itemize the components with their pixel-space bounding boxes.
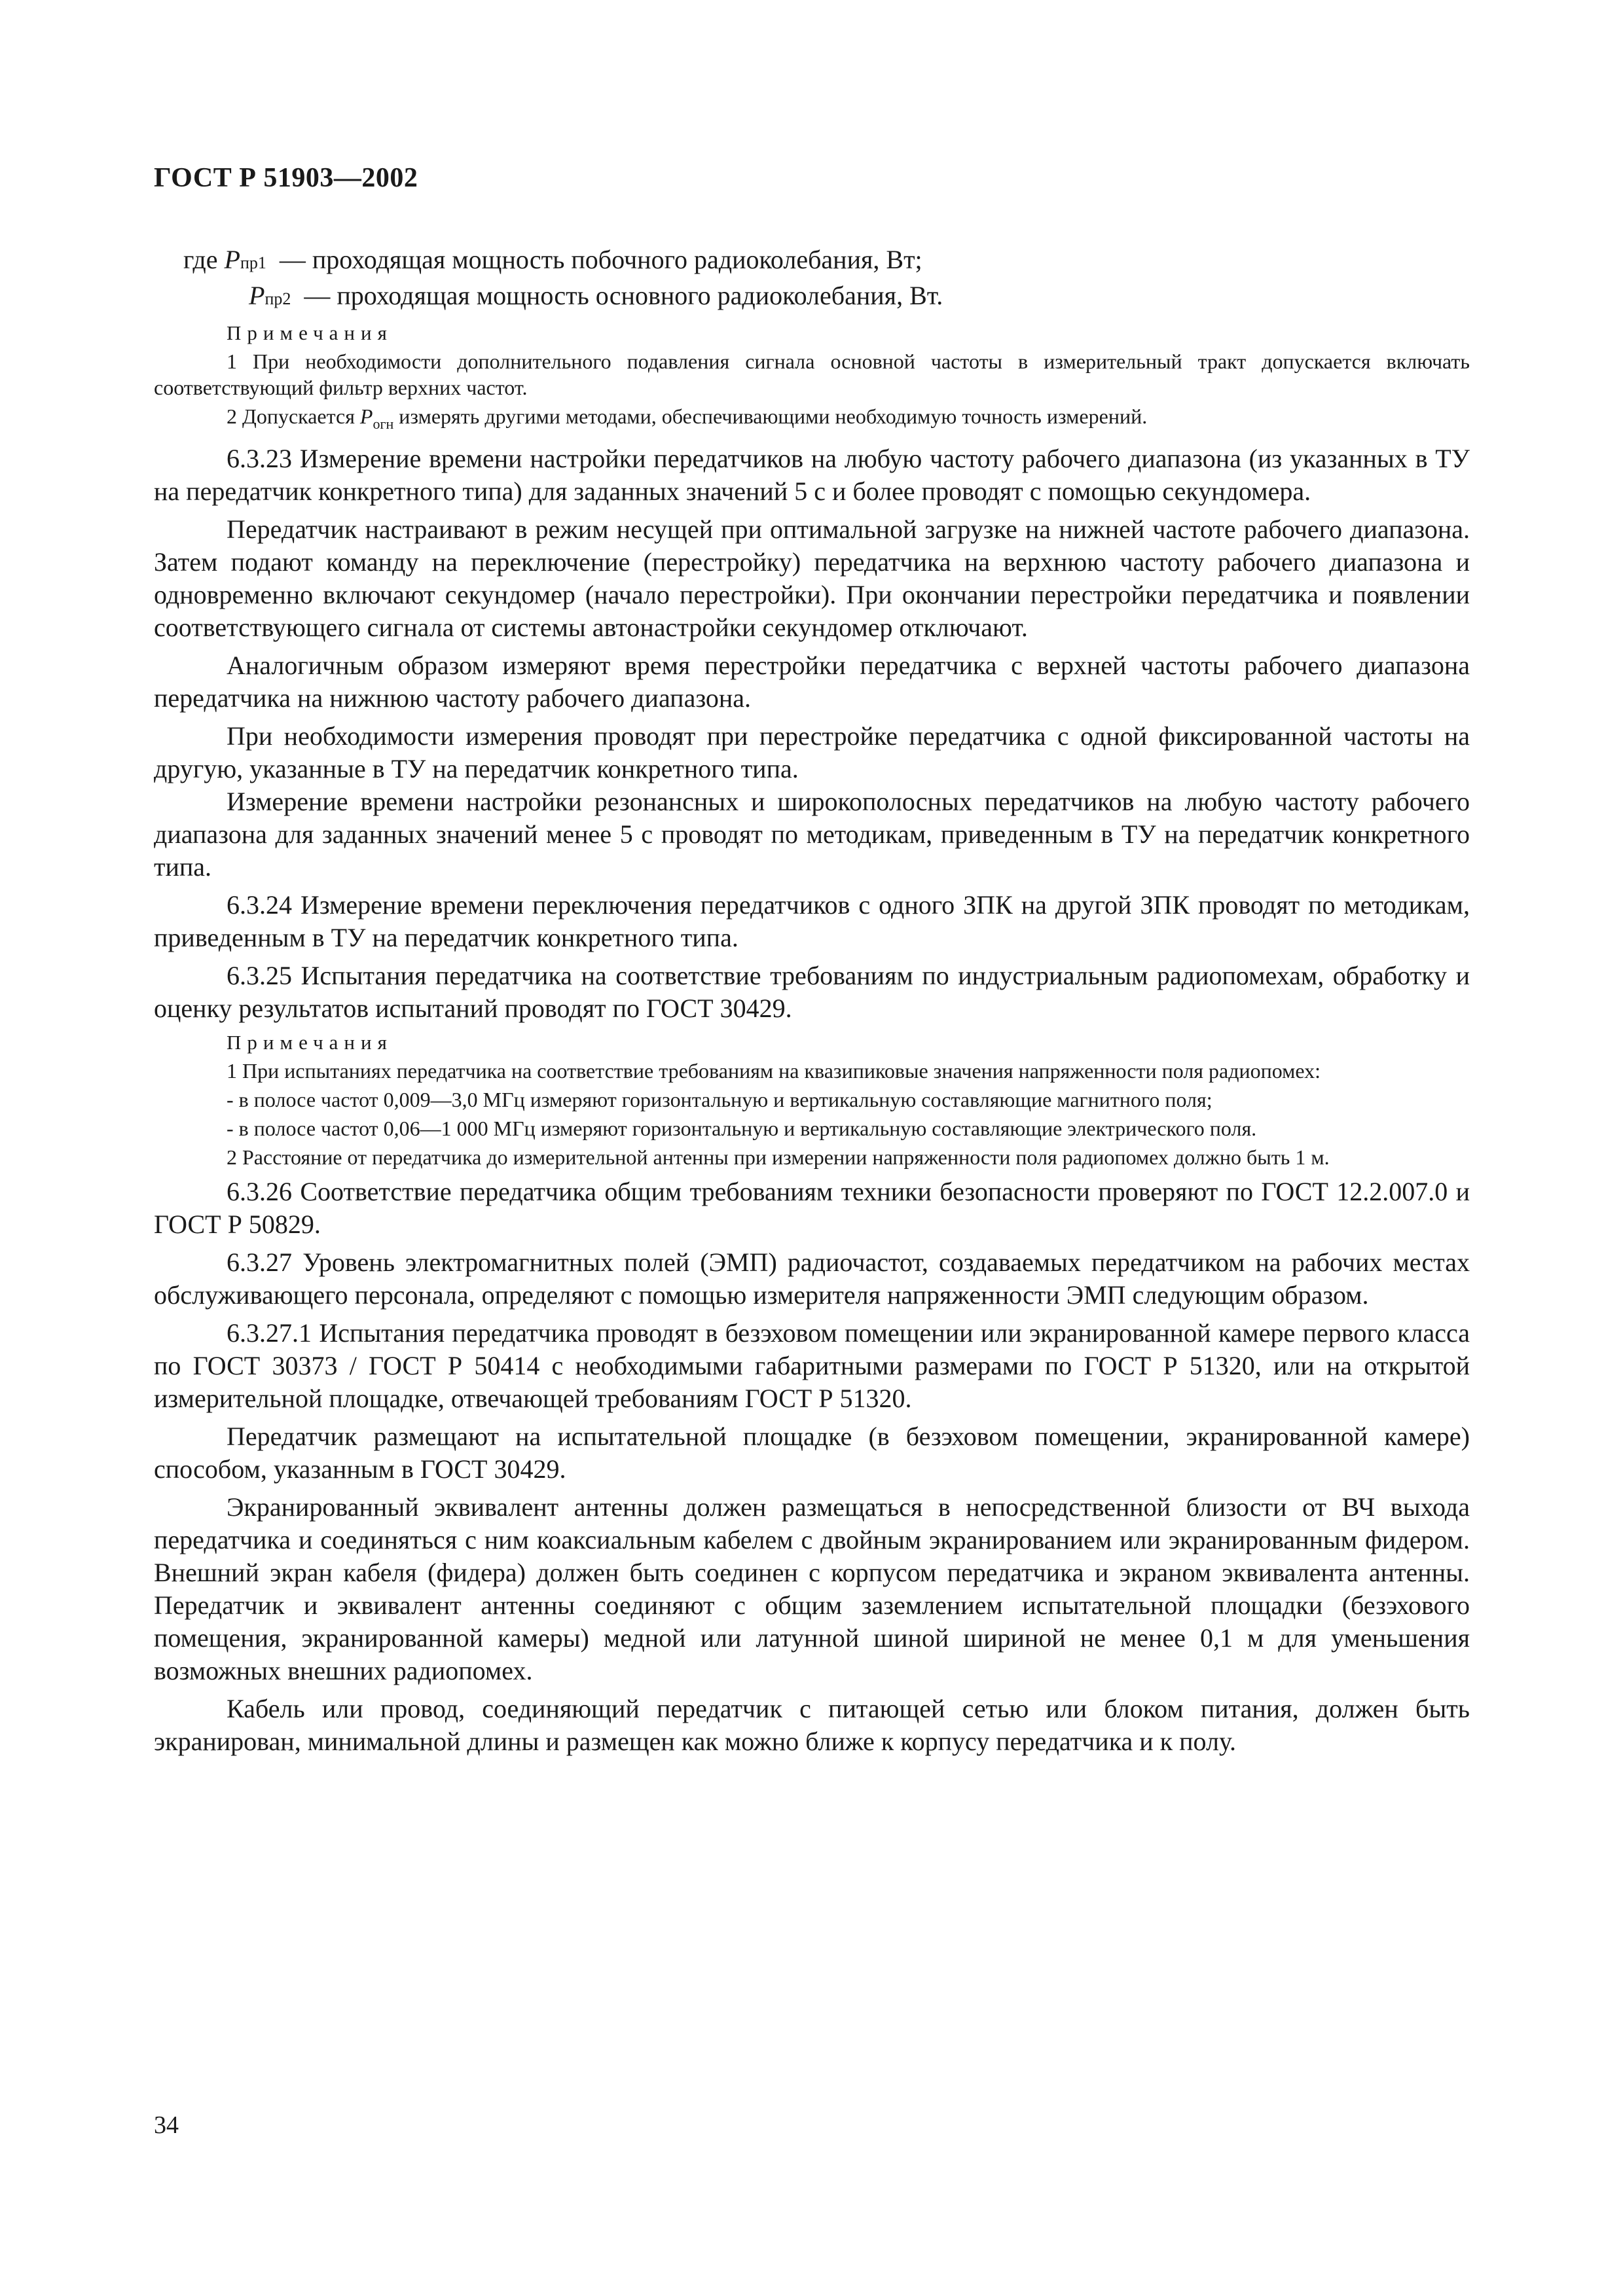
note-item: - в полосе частот 0,06—1 000 МГц измеряют горизонтальную и вертикальную составляющие электрического поля. xyxy=(227,1117,1257,1140)
note-item: 2 Расстояние от передатчика до измерительной антенны при измерении напряженности поля радиопомех должно быть 1 м. xyxy=(227,1145,1330,1169)
legend-line-p1 xyxy=(154,243,1470,279)
paragraph: 6.3.26 Соответствие передатчика общим требованиям техники безопасности проверяют по ГОСТ 12.2.007.0 и ГОСТ Р 50829. xyxy=(154,1177,1470,1239)
paragraph: Измерение времени настройки резонансных и широкополосных передатчиков на любую частоту рабочего диапазона для заданных значений менее 5 с проводят по методикам, приведенным в ТУ на передатчик конкретного типа. xyxy=(154,787,1470,882)
symbol-subscript: огн xyxy=(373,416,394,432)
note-item: - в полосе частот 0,009—3,0 МГц измеряют горизонтальную и вертикальную составляющие магнитного поля; xyxy=(227,1088,1213,1111)
symbol-subscript: пр2 xyxy=(264,289,291,308)
symbol-p: P xyxy=(359,404,373,428)
paragraph: Экранированный эквивалент антенны должен размещаться в непосредственной близости от ВЧ выхода передатчика и соединяться с ним коаксиальным кабелем с двойным экранированием или экранированным фидером. Внешний экран кабеля (фидера) должен быть соединен с корпусом передатчика и экраном эквивалента антенны. Передатчик и эквивалент антенны соединяют с общим заземлением испытательной площадки (безэхового помещения, экранированной камеры) медной или латунной шиной шириной не менее 0,1 м для уменьшения возможных внешних радиопомех. xyxy=(154,1492,1470,1685)
symbol-p: P xyxy=(249,281,265,310)
paragraph: 6.3.27 Уровень электромагнитных полей (ЭМП) радиочастот, создаваемых передатчиком на рабочих местах обслуживающего персонала, определяют с помощью измерителя напряженности ЭМП следующим образом. xyxy=(154,1247,1470,1310)
notes-title: Примечания xyxy=(227,1031,393,1054)
legend-line-p2 xyxy=(154,279,1470,315)
paragraph: 6.3.23 Измерение времени настройки передатчиков на любую частоту рабочего диапазона (из указанных в ТУ на передатчик конкретного типа) для заданных значений 5 с и более проводят с помощью секундомера. xyxy=(154,444,1470,506)
legend-description: — проходящая мощность побочного радиоколебания, Вт; xyxy=(279,245,922,274)
note-text: 2 Допускается xyxy=(227,404,355,428)
paragraph: При необходимости измерения проводят при перестройке передатчика с одной фиксированной частоты на другую, указанные в ТУ на передатчик конкретного типа. xyxy=(154,721,1470,783)
page-content xyxy=(154,243,1470,1758)
paragraph: Кабель или провод, соединяющий передатчик с питающей сетью или блоком питания, должен быть экранирован, минимальной длины и размещен как можно ближе к корпусу передатчика и к полу. xyxy=(154,1694,1470,1756)
paragraph: Передатчик размещают на испытательной площадке (в безэховом помещении, экранированной камере) способом, указанным в ГОСТ 30429. xyxy=(154,1422,1470,1484)
formula-legend xyxy=(154,243,1470,315)
symbol-subscript: пр1 xyxy=(240,253,266,272)
legend-prefix: где xyxy=(183,245,218,274)
paragraph: Аналогичным образом измеряют время перестройки передатчика с верхней частоты рабочего диапазона передатчика на нижнюю частоту рабочего диапазона. xyxy=(154,651,1470,713)
notes-title: Примечания xyxy=(227,321,393,344)
note-item xyxy=(154,403,1470,437)
document-header: ГОСТ Р 51903—2002 xyxy=(154,163,418,193)
paragraph: 6.3.27.1 Испытания передатчика проводят в безэховом помещении или экранированной камере первого класса по ГОСТ 30373 / ГОСТ Р 50414 с необходимыми габаритными размерами по ГОСТ Р 51320, или на открытой измерительной площадке, отвечающей требованиям ГОСТ Р 51320. xyxy=(154,1318,1470,1413)
legend-description: — проходящая мощность основного радиоколебания, Вт. xyxy=(304,281,943,310)
paragraph: Передатчик настраивают в режим несущей при оптимальной загрузке на нижней частоте рабочего диапазона. Затем подают команду на переключение (перестройку) передатчика на верхнюю частоту рабочего диапазона и одновременно включают секундомер (начало перестройки). При окончании перестройки передатчика и появлении соответствующего сигнала от системы автонастройки секундомер отключают. xyxy=(154,514,1470,642)
paragraph: 6.3.25 Испытания передатчика на соответствие требованиям по индустриальным радиопомехам, обработку и оценку результатов испытаний проводят по ГОСТ 30429. xyxy=(154,961,1470,1023)
note-text: измерять другими методами, обеспечивающими необходимую точность измерений. xyxy=(399,404,1148,428)
paragraph: 6.3.24 Измерение времени переключения передатчиков с одного ЗПК на другой ЗПК проводят по методикам, приведенным в ТУ на передатчик конкретного типа. xyxy=(154,890,1470,952)
note-item: 1 При испытаниях передатчика на соответствие требованиям на квазипиковые значения напряженности поля радиопомех: xyxy=(227,1059,1321,1083)
page-number: 34 xyxy=(154,2111,179,2139)
symbol-p: P xyxy=(224,245,240,274)
note-item: 1 При необходимости дополнительного подавления сигнала основной частоты в измерительный тракт допускается включать соответствующий фильтр верхних частот. xyxy=(154,350,1470,399)
